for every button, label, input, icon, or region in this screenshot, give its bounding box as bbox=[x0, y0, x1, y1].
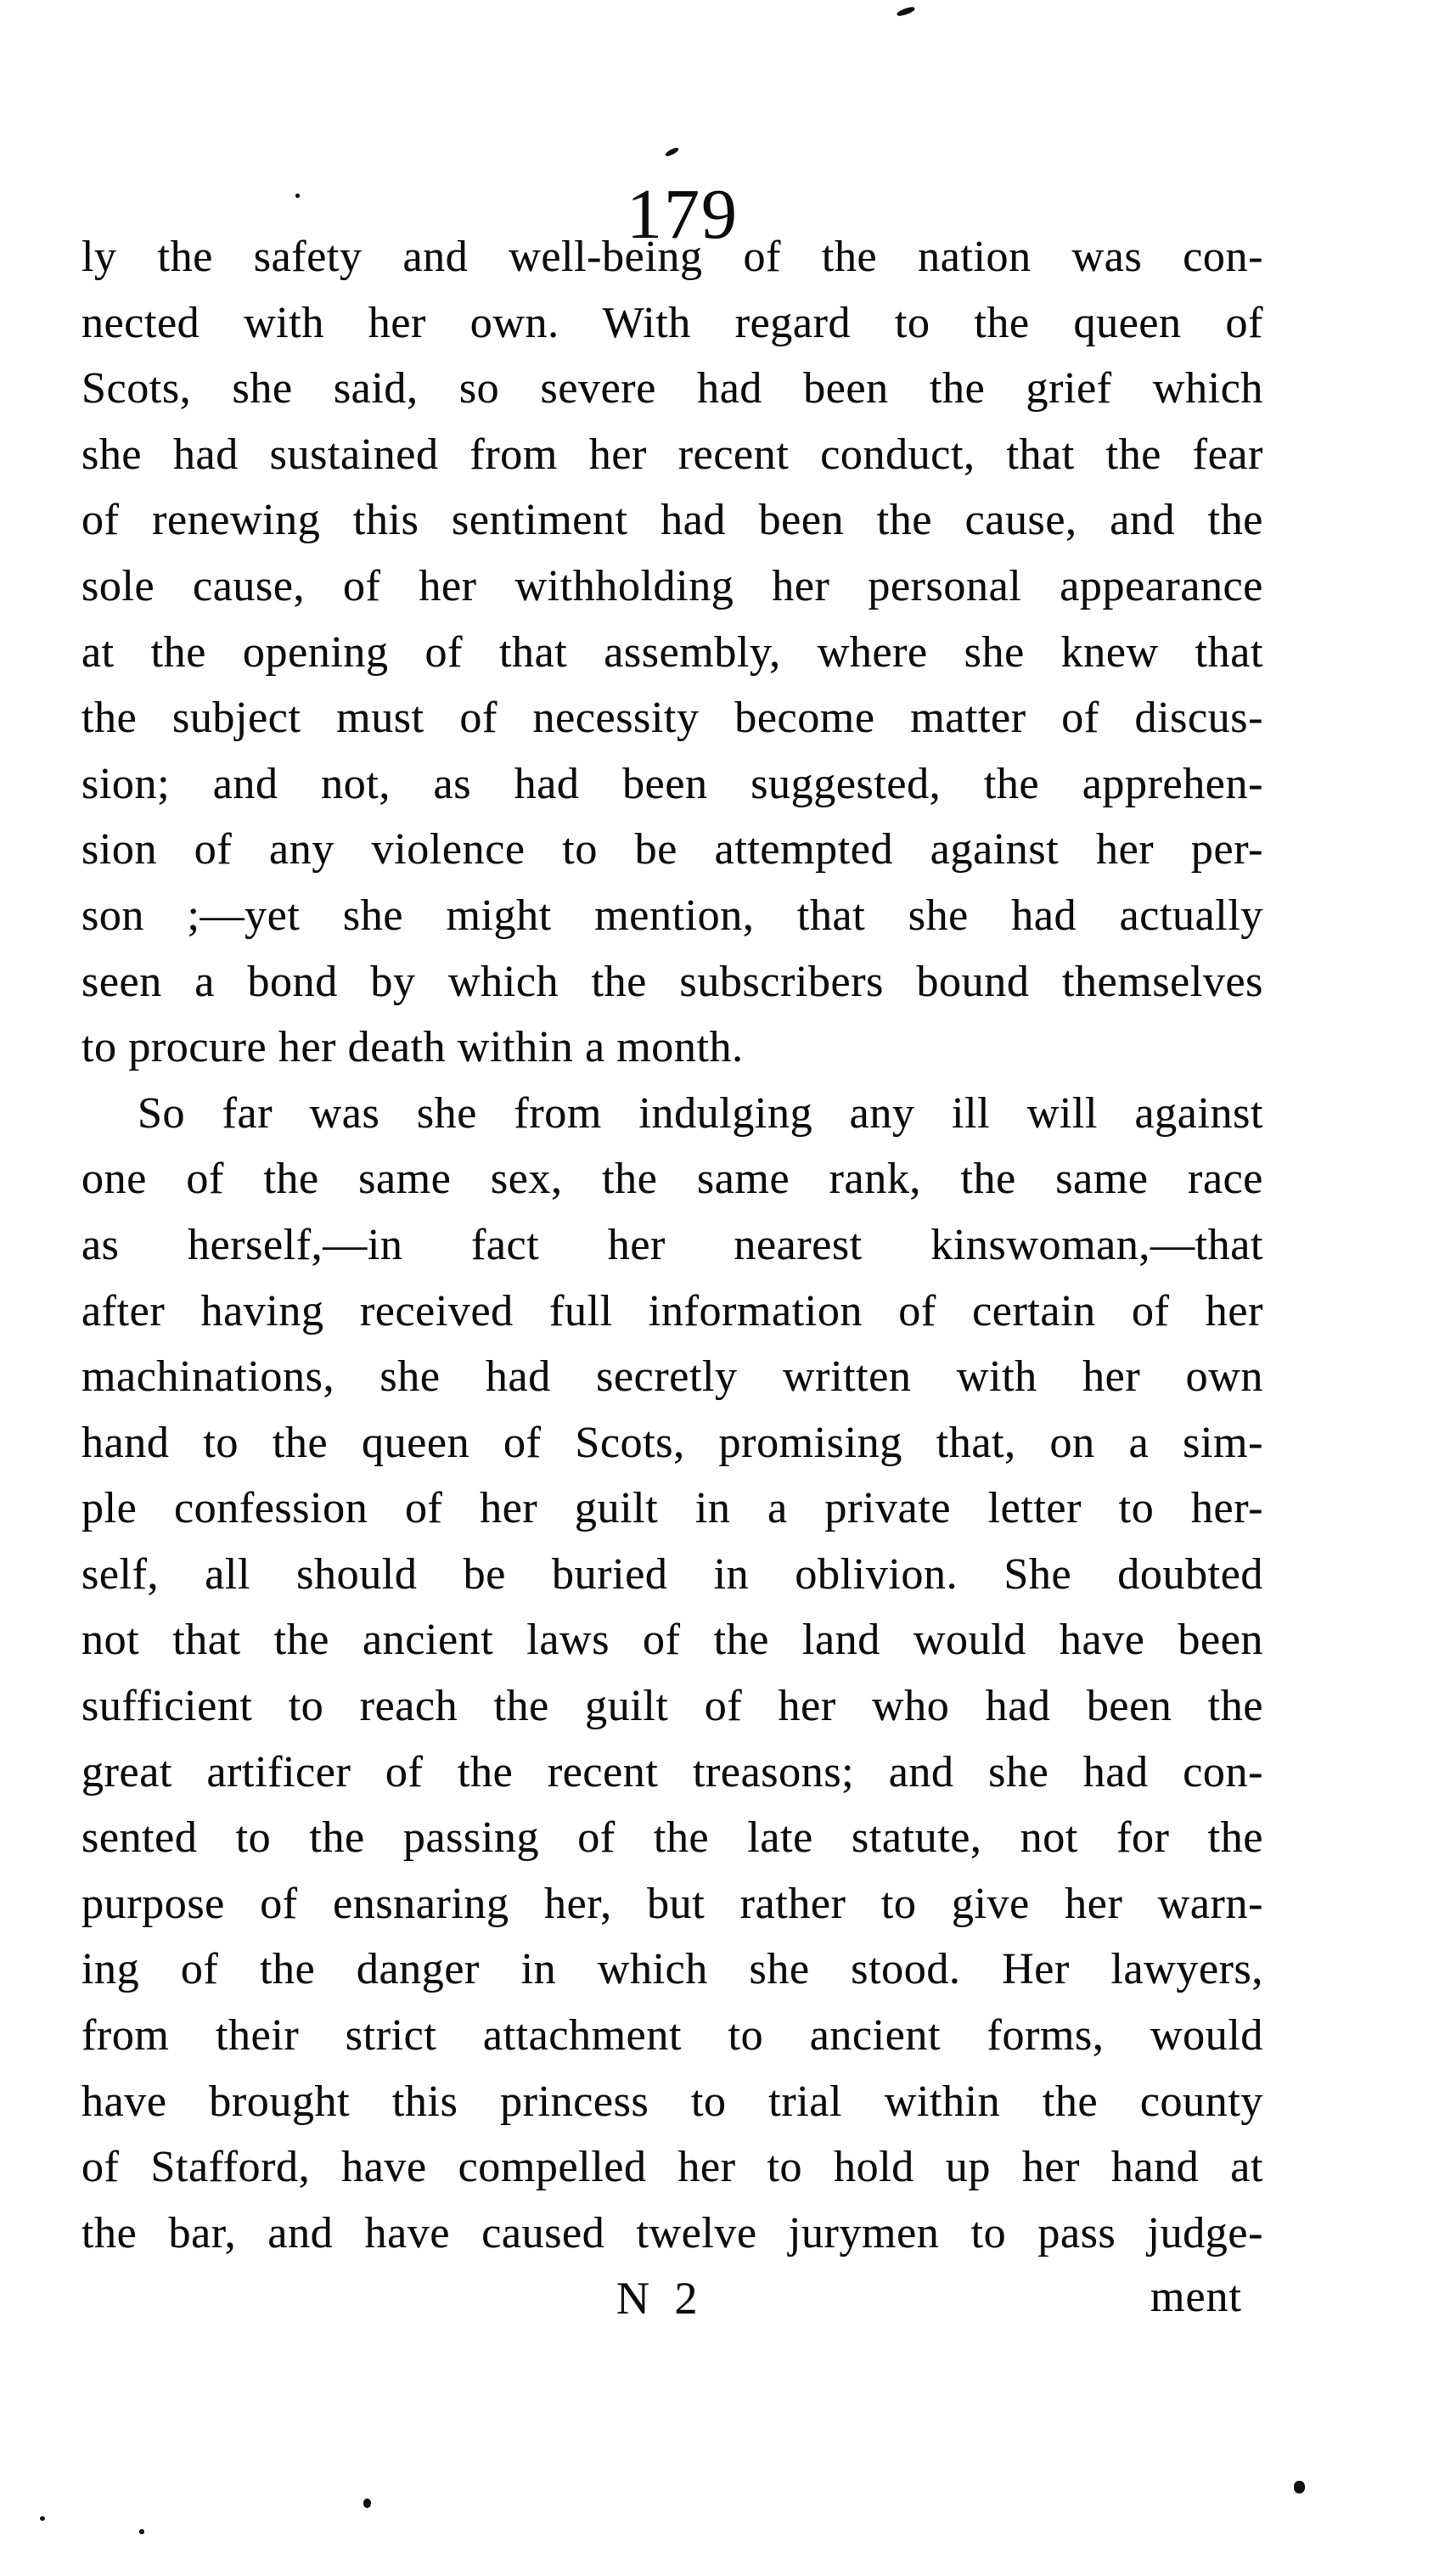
text-line: sole cause, of her withholding her personal appearance bbox=[82, 561, 1263, 610]
ink-speck bbox=[896, 5, 915, 17]
page-body-text bbox=[82, 224, 1263, 2266]
text-line: from their strict attachment to ancient forms, would bbox=[82, 2011, 1263, 2060]
text-line: seen a bond by which the subscribers bound themselves bbox=[82, 957, 1263, 1006]
ink-speck bbox=[295, 194, 300, 198]
text-line: Scots, she said, so severe had been the grief which bbox=[82, 364, 1263, 413]
text-line: the subject must of necessity become matter of discus- bbox=[82, 694, 1263, 743]
text-line: after having received full information of certain of her bbox=[82, 1286, 1263, 1335]
text-line: nected with her own. With regard to the queen of bbox=[82, 298, 1263, 347]
text-line: have brought this princess to trial within the county bbox=[82, 2077, 1263, 2126]
text-line: self, all should be buried in oblivion. She doubted bbox=[82, 1549, 1263, 1599]
catchword: ment bbox=[1150, 2273, 1242, 2321]
ink-speck bbox=[363, 2499, 371, 2508]
text-line: ing of the danger in which she stood. Her lawyers, bbox=[82, 1945, 1263, 1994]
signature-mark: N 2 bbox=[616, 2273, 698, 2324]
page-number: 179 bbox=[627, 175, 739, 254]
ink-speck bbox=[665, 146, 680, 157]
text-line: of renewing this sentiment had been the cause, and the bbox=[82, 496, 1263, 545]
text-line: sion; and not, as had been suggested, the apprehen- bbox=[82, 759, 1263, 808]
text-line: ly the safety and well-being of the nation was con- bbox=[82, 233, 1263, 281]
text-line: she had sustained from her recent conduct, that the fear bbox=[82, 430, 1263, 479]
text-line: one of the same sex, the same rank, the same race bbox=[82, 1155, 1263, 1204]
text-line: So far was she from indulging any ill will against bbox=[138, 1088, 1263, 1138]
text-line: of Stafford, have compelled her to hold up her hand at bbox=[82, 2143, 1263, 2192]
text-line: purpose of ensnaring her, but rather to give her warn- bbox=[82, 1879, 1263, 1928]
text-line: hand to the queen of Scots, promising that, on a sim- bbox=[82, 1418, 1263, 1467]
text-line: son ;—yet she might mention, that she had actually bbox=[82, 891, 1263, 940]
ink-speck bbox=[139, 2529, 144, 2534]
text-line: at the opening of that assembly, where she knew that bbox=[82, 627, 1263, 677]
text-line: sion of any violence to be attempted against her per- bbox=[82, 825, 1263, 874]
text-line: to procure her death within a month. bbox=[82, 1023, 744, 1072]
text-line: not that the ancient laws of the land would have been bbox=[82, 1616, 1263, 1665]
ink-speck bbox=[40, 2516, 45, 2521]
text-line: as herself,—in fact her nearest kinswoman,—that bbox=[82, 1220, 1263, 1269]
text-line: sufficient to reach the guilt of her who had been the bbox=[82, 1682, 1263, 1731]
text-line: the bar, and have caused twelve jurymen to pass judge- bbox=[82, 2208, 1263, 2257]
text-line: machinations, she had secretly written with her own bbox=[82, 1352, 1263, 1402]
text-line: sented to the passing of the late statute, not for the bbox=[82, 1813, 1263, 1863]
text-line: great artificer of the recent treasons; and she had con- bbox=[82, 1747, 1263, 1796]
ink-speck bbox=[1294, 2481, 1305, 2493]
text-line: ple confession of her guilt in a private letter to her- bbox=[82, 1484, 1263, 1533]
